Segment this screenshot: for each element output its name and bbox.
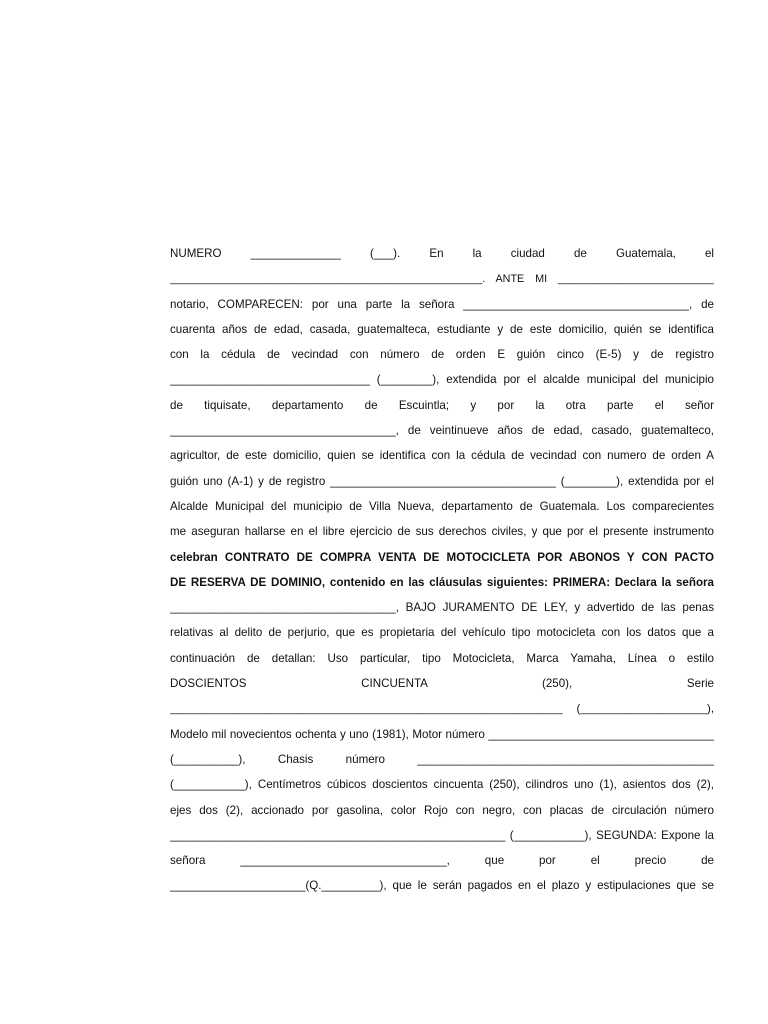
text-line: de tiquisate, departamento de Escuintla; y por la otra parte el señor — [170, 398, 714, 412]
text-line: ejes dos (2), accionado por gasolina, color Rojo con negro, con placas de circulación número — [170, 803, 714, 817]
text-line: DOSCIENTOS CINCUENTA (250), Serie — [170, 677, 714, 691]
text-line: _____________________(Q._________), que le serán pagados en el plazo y estipulaciones que se — [170, 879, 714, 893]
text-line: me aseguran hallarse en el libre ejercicio de sus derechos civiles, y que por el presente instrumento — [170, 525, 714, 539]
text-line: notario, COMPARECEN: por una parte la señora ___________________________________, de — [170, 297, 714, 311]
text-line: continuación de detallan: Uso particular, tipo Motocicleta, Marca Yamaha, Línea o estilo — [170, 651, 714, 665]
text-line: NUMERO ______________ (___). En la ciudad de Guatemala, el — [170, 247, 714, 260]
text-line: (__________), Chasis número ______________________________________________ — [170, 752, 714, 766]
contract-title-line: celebran CONTRATO DE COMPRA VENTA DE MOTOCICLETA POR ABONOS Y CON PACTO — [170, 550, 714, 564]
text-line: ____________________________________________________ (___________), SEGUNDA: Expone la — [170, 828, 714, 842]
text-line: Alcalde Municipal del municipio de Villa Nueva, departamento de Guatemala. Los comparecientes — [170, 499, 714, 513]
contract-title-line: DE RESERVA DE DOMINIO, contenido en las cláusulas siguientes: PRIMERA: Declara la señora — [170, 575, 714, 589]
text-line: (___________), Centímetros cúbicos doscientos cincuenta (250), cilindros uno (1), asientos dos (2), — [170, 778, 714, 792]
text-line: con la cédula de vecindad con número de orden E guión cinco (E-5) y de registro — [170, 348, 714, 362]
text-line: agricultor, de este domicilio, quien se identifica con la cédula de vecindad con numero de orden A — [170, 449, 714, 463]
text-line: señora ________________________________, que por el precio de — [170, 854, 714, 868]
text-line: guión uno (A-1) y de registro ___________________________________ (________), extendida por el — [170, 474, 714, 488]
text-line: relativas al delito de perjurio, que es propietaria del vehículo tipo motocicleta con los datos que a — [170, 626, 714, 640]
text-line: ___________________________________, de veintinueve años de edad, casado, guatemalteco, — [170, 424, 714, 438]
text-line: ______________________________________________________________ (____________________), — [170, 703, 714, 716]
text-line: ___________________________________, BAJO JURAMENTO DE LEY, y advertido de las penas — [170, 601, 714, 615]
text-line: Modelo mil novecientos ochenta y uno (1981), Motor número ___________________________________ — [170, 727, 714, 741]
text-line: _______________________________ (________), extendida por el alcalde municipal del municipio — [170, 373, 714, 387]
text-line: cuarenta años de edad, casada, guatemalteca, estudiante y de este domicilio, quién se identifica — [170, 322, 714, 336]
text-line: ____________________________________________________. ANTE MI __________________________ — [170, 273, 714, 286]
contract-paragraph — [170, 244, 714, 902]
